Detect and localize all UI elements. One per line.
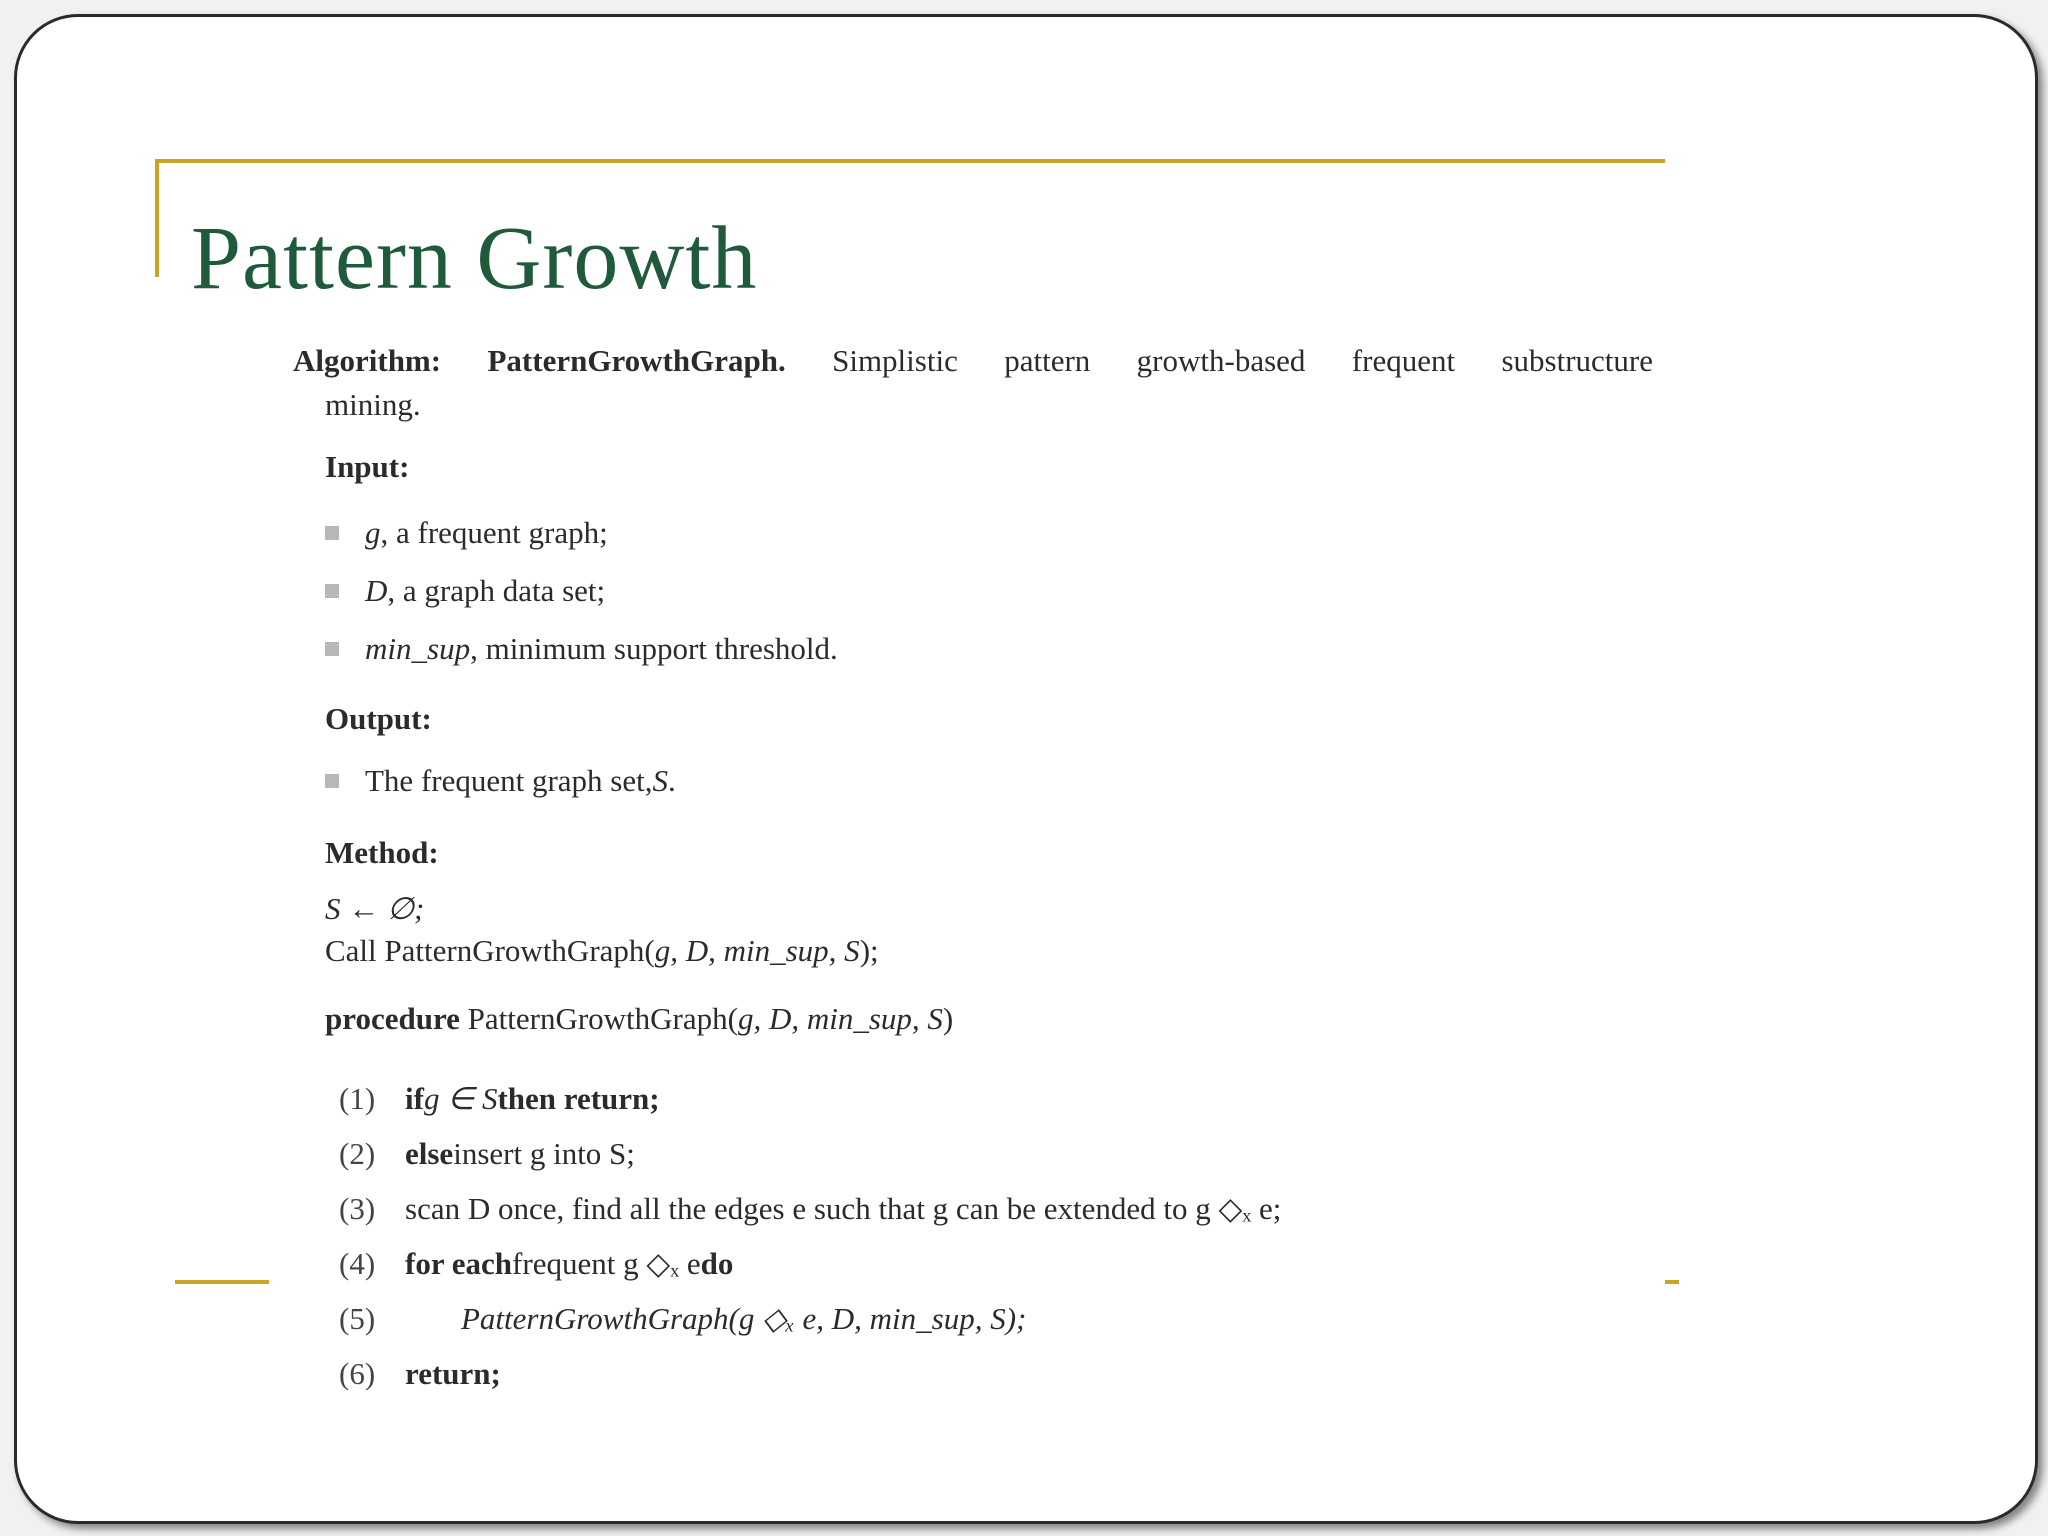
slide-title: Pattern Growth xyxy=(191,209,758,308)
input-heading: Input: xyxy=(325,449,410,484)
algorithm-label: Algorithm: xyxy=(293,343,442,378)
step-5: (5) PatternGrowthGraph(g ◇ₓ e, D, min_sup, S); xyxy=(339,1301,1027,1336)
accent-line-vertical xyxy=(155,159,159,277)
algorithm-name: PatternGrowthGraph. xyxy=(487,343,786,378)
output-heading: Output: xyxy=(325,701,432,736)
bullet-square-icon xyxy=(325,584,339,598)
slide xyxy=(14,14,2038,1524)
accent-line-bottom-right xyxy=(1665,1280,1679,1284)
algorithm-header xyxy=(293,339,1653,427)
algorithm-description: Simplistic pattern growth-based frequent substructure xyxy=(832,343,1653,378)
step-2: (2) else insert g into S; xyxy=(339,1136,635,1171)
bullet-square-icon xyxy=(325,642,339,656)
algorithm-description-cont: mining. xyxy=(325,387,421,422)
accent-line-bottom-left xyxy=(175,1280,269,1284)
step-1: (1) if g ∈ S then return; xyxy=(339,1081,660,1116)
step-6: (6) return; xyxy=(339,1356,501,1391)
method-heading: Method: xyxy=(325,835,439,870)
method-line-call: Call PatternGrowthGraph(g, D, min_sup, S); xyxy=(325,933,879,968)
method-line-init: S ← ∅; xyxy=(325,891,425,926)
input-item-g: g , a frequent graph; xyxy=(325,515,608,551)
input-item-d: D , a graph data set; xyxy=(325,573,605,609)
accent-line-top xyxy=(155,159,1665,163)
procedure-signature: procedure PatternGrowthGraph(g, D, min_sup, S) xyxy=(325,1001,954,1036)
output-item: The frequent graph set, S . xyxy=(325,763,676,799)
bullet-square-icon xyxy=(325,526,339,540)
step-4: (4) for each frequent g ◇ₓ e do xyxy=(339,1246,734,1281)
bullet-square-icon xyxy=(325,774,339,788)
step-3: (3) scan D once, find all the edges e such that g can be extended to g ◇ₓ e; xyxy=(339,1191,1282,1226)
input-item-min-sup: min_sup , minimum support threshold. xyxy=(325,631,838,667)
